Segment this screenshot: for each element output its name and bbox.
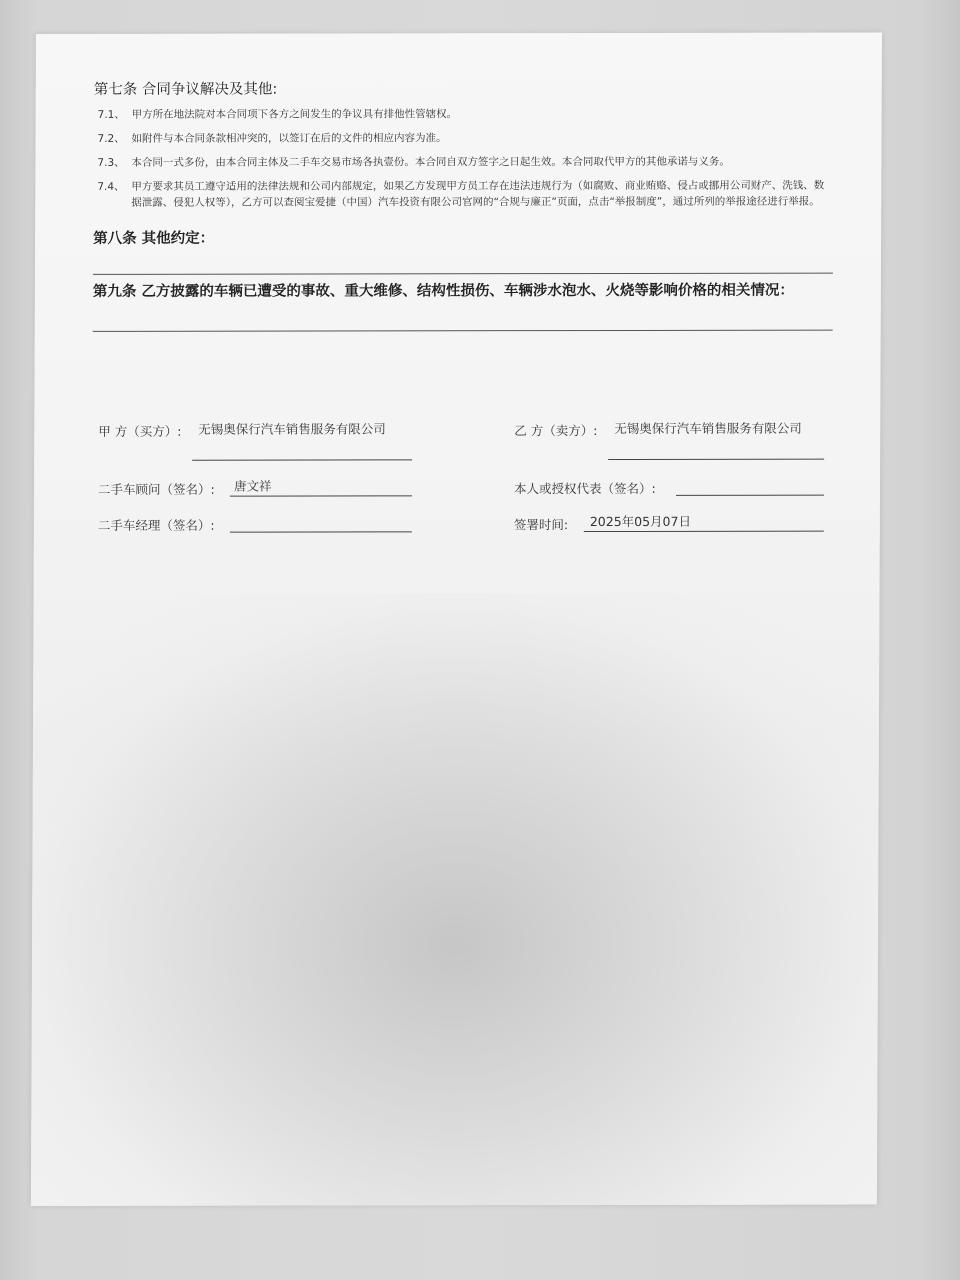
contract-content: [93, 77, 834, 332]
party-a-line[interactable]: [192, 459, 412, 460]
clause-7-3: [93, 154, 833, 171]
party-a-label: 甲 方（买方）:: [98, 423, 182, 439]
party-b-label: 乙 方（卖方）:: [514, 423, 598, 439]
party-b-line[interactable]: [608, 459, 824, 460]
article9-title: 第九条 乙方披露的车辆已遭受的事故、重大维修、结构性损伤、车辆涉水泡水、火烧等影响价格的相关情况：: [92, 282, 794, 300]
clause-7-2: [94, 130, 834, 147]
party-a-value: 无锡奥保行汽车销售服务有限公司: [198, 421, 386, 437]
clause-7-4: [93, 178, 833, 211]
manager-line[interactable]: [230, 531, 412, 532]
date-value: 2025年05月07日: [589, 513, 692, 530]
manager-label: 二手车经理（签名）:: [97, 517, 215, 533]
clause-number: 7.2、: [97, 132, 125, 145]
date-label: 签署时间:: [513, 517, 569, 533]
advisor-line[interactable]: [230, 495, 412, 496]
article8-blank-line: [93, 273, 833, 275]
date-line[interactable]: [584, 531, 824, 532]
signature-block: [92, 419, 833, 540]
shadow-overlay: [31, 593, 880, 1206]
clause-text: 甲方要求其员工遵守适用的法律法规和公司内部规定，如果乙方发现甲方员工存在违法违规行为（如腐败、商业贿赂、侵占或挪用公司财产、洗钱、数据泄露、侵犯人权等），乙方可以查阅宝爱捷（中国）汽车投资有限公司官网的“合规与廉正”页面，点击“举报制度”，通过所列的举报途径进行举报。: [131, 179, 825, 209]
clause-text: 如附件与本合同条款相冲突的，以签订在后的文件的相应内容为准。: [131, 132, 447, 145]
clause-text: 本合同一式多份，由本合同主体及二手车交易市场各执壹份。本合同自双方签字之日起生效。本合同取代甲方的其他承诺与义务。: [131, 155, 730, 169]
clause-7-1: [94, 106, 834, 123]
advisor-label: 二手车顾问（签名）:: [97, 481, 215, 497]
clause-number: 7.1、: [97, 108, 125, 121]
article8-title: 第八条 其他约定：: [93, 230, 215, 247]
article7-title: 第七条 合同争议解决及其他:: [93, 81, 278, 98]
representative-label: 本人或授权代表（签名）:: [513, 480, 656, 497]
article9-blank-line: [93, 330, 833, 332]
article7-clauses: [93, 106, 833, 211]
contract-page: [31, 33, 882, 1206]
advisor-signature: 唐文祥: [233, 478, 272, 494]
clause-number: 7.3、: [97, 156, 125, 169]
party-b-value: 无锡奥保行汽车销售服务有限公司: [614, 420, 802, 436]
clause-number: 7.4、: [97, 180, 125, 193]
clause-text: 甲方所在地法院对本合同项下各方之间发生的争议具有排他性管辖权。: [131, 108, 458, 121]
representative-line[interactable]: [676, 495, 824, 496]
